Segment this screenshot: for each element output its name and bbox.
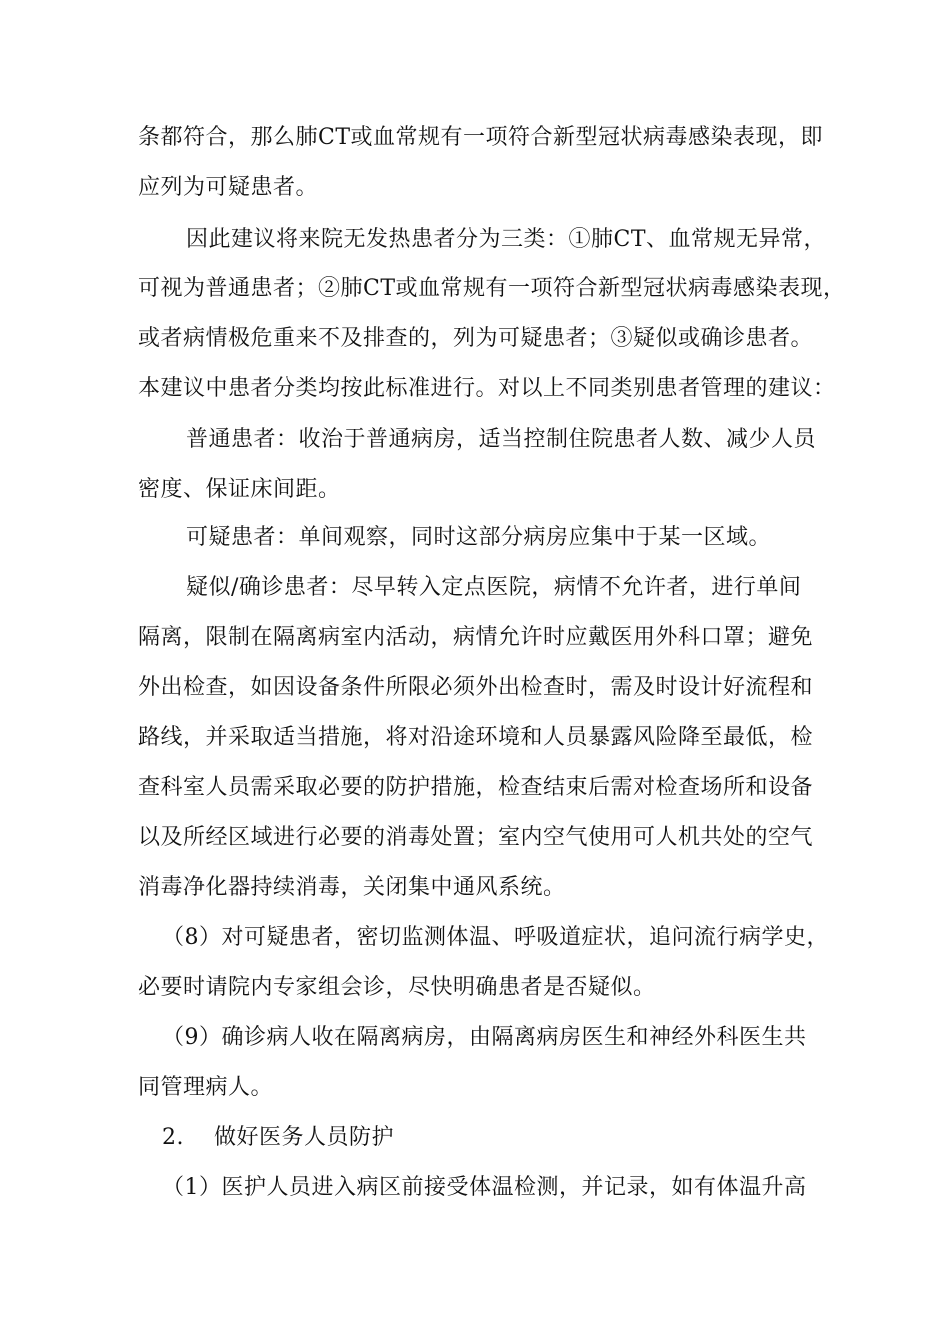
text-line: （8）对可疑患者，密切监测体温、呼吸道症状，追问流行病学史， [162,925,829,950]
text-line: 本建议中患者分类均按此标准进行。对以上不同类别患者管理的建议： [138,376,836,401]
text-line: 密度、保证床间距。 [138,477,341,502]
text-line: 外出检查，如因设备条件所限必须外出检查时，需及时设计好流程和 [138,675,814,700]
text-line: 应列为可疑患者。 [138,175,319,200]
text-line: 疑似/确诊患者：尽早转入定点医院，病情不允许者，进行单间 [186,575,802,600]
text-line: 路线，并采取适当措施，将对沿途环境和人员暴露风险降至最低，检 [138,725,814,750]
text-line: 条都符合，那么肺CT或血常规有一项符合新型冠状病毒感染表现，即 [138,125,824,150]
text-line: （9）确诊病人收在隔离病房，由隔离病房医生和神经外科医生共 [162,1025,807,1050]
text-line: 必要时请院内专家组会诊，尽快明确患者是否疑似。 [138,975,656,1000]
text-line: 普通患者：收治于普通病房，适当控制住院患者人数、减少人员 [186,427,817,452]
text-line: 查科室人员需采取必要的防护措施，检查结束后需对检查场所和设备 [138,775,814,800]
text-line: 因此建议将来院无发热患者分为三类：①肺CT、血常规无异常， [186,227,827,252]
text-line: 以及所经区域进行必要的消毒处置；室内空气使用可人机共处的空气 [138,825,814,850]
text-line: 可视为普通患者；②肺CT或血常规有一项符合新型冠状病毒感染表现， [138,276,846,301]
text-line: 消毒净化器持续消毒，关闭集中通风系统。 [138,875,566,900]
section-heading: 2. 做好医务人员防护 [162,1125,394,1150]
text-line: 隔离，限制在隔离病室内活动，病情允许时应戴医用外科口罩；避免 [138,625,814,650]
text-line: 可疑患者：单间观察，同时这部分病房应集中于某一区域。 [186,525,772,550]
text-line: （1）医护人员进入病区前接受体温检测，并记录，如有体温升高 [162,1175,807,1200]
text-line: 或者病情极危重来不及排查的，列为可疑患者；③疑似或确诊患者。 [138,326,814,351]
text-line: 同管理病人。 [138,1075,274,1100]
